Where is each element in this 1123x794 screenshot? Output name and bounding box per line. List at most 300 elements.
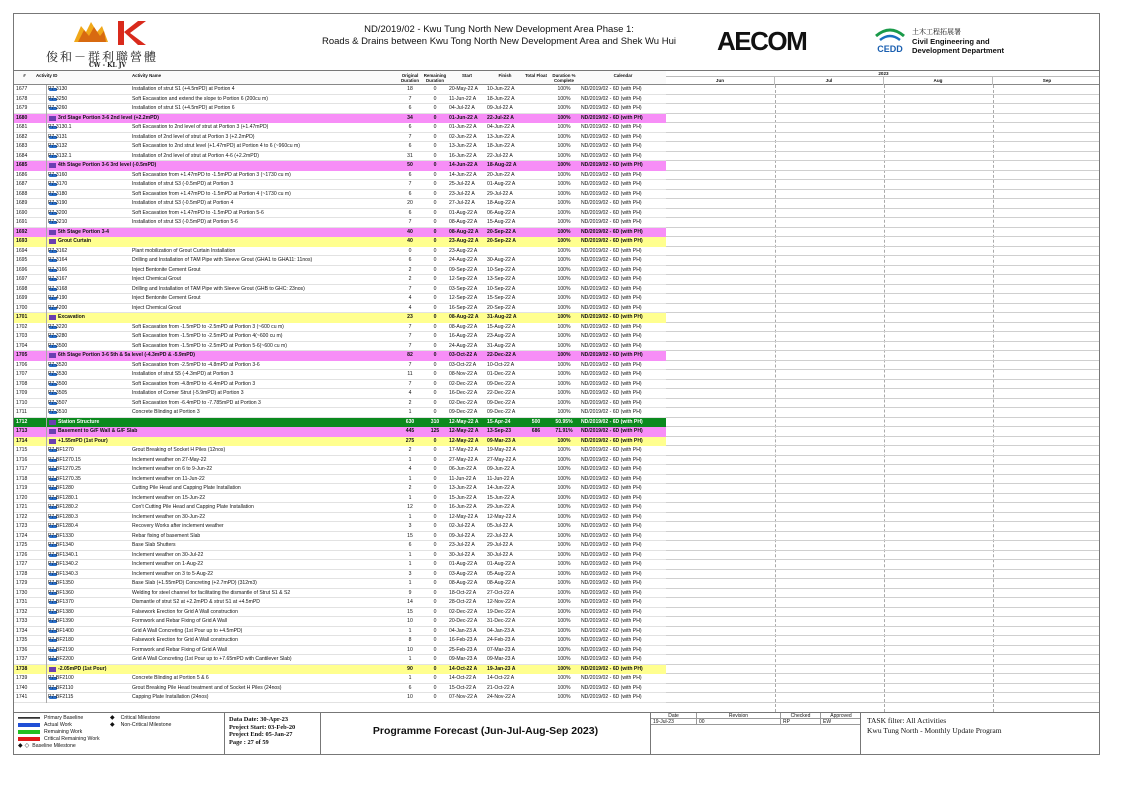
table-row[interactable] bbox=[14, 152, 666, 162]
table-row[interactable] bbox=[14, 560, 666, 570]
noncritical-milestone-icon: ◆ bbox=[110, 722, 115, 728]
cell-pc: 100% bbox=[557, 181, 571, 187]
col-num-header[interactable]: # bbox=[23, 73, 26, 78]
cell-st: 16-Dec-22 A bbox=[449, 390, 478, 396]
table-row[interactable] bbox=[14, 674, 666, 684]
cell-activity-id: P7-BF1340.1 bbox=[48, 551, 79, 558]
cell-rd: 0 bbox=[433, 323, 437, 330]
cell-activity-id: P7-3131 bbox=[48, 133, 68, 140]
cell-od: 4 bbox=[408, 304, 412, 311]
cell-activity-id: P7-BF1270.15 bbox=[48, 456, 81, 463]
col-percent-complete-header[interactable]: Duration % Complete bbox=[552, 73, 576, 83]
gantt-row bbox=[666, 351, 1100, 361]
cell-activity-name: Inject Chemical Grout bbox=[132, 304, 181, 311]
cell-activity-id: P7-BF1380 bbox=[48, 608, 74, 615]
cell-n: 1717 bbox=[16, 466, 28, 472]
cell-cal: ND/2019/02 - 6D (with PH) bbox=[581, 266, 642, 273]
cell-activity-id: P7-3505 bbox=[48, 390, 68, 396]
cell-cal: ND/2019/02 - 6D (with PH) bbox=[581, 228, 643, 235]
cell-n: 1678 bbox=[16, 95, 28, 102]
cell-wbs-name: Grout Curtain bbox=[58, 238, 92, 244]
table-row[interactable] bbox=[14, 570, 666, 580]
cell-od: 7 bbox=[408, 323, 412, 330]
wbs-summary-row[interactable] bbox=[14, 313, 666, 323]
cell-pc: 71.91% bbox=[555, 428, 573, 434]
cell-st: 23-Jul-22 A bbox=[449, 542, 475, 548]
table-row[interactable] bbox=[14, 494, 666, 504]
cell-activity-name: Recovery Works after inclement weather bbox=[132, 523, 224, 529]
cell-activity-id: P7-3220 bbox=[48, 323, 68, 330]
cell-pc: 100% bbox=[557, 447, 571, 453]
cell-activity-id: P7-BF1340.3 bbox=[48, 570, 79, 577]
cell-cal: ND/2019/02 - 6D (with PH) bbox=[581, 276, 642, 282]
cell-fi: 09-Mar-23 A bbox=[487, 656, 516, 662]
cell-activity-name: Base Slab (+1.55mPD) Concreting (+2.7mPD) (312m3) bbox=[132, 580, 257, 586]
wbs-summary-row[interactable] bbox=[14, 437, 666, 447]
cell-fi: 18-Aug-22 A bbox=[487, 162, 517, 168]
gantt-row bbox=[666, 456, 1100, 466]
cell-fi: 22-Jul-22 A bbox=[487, 152, 513, 159]
col-finish-header[interactable]: Finish bbox=[498, 73, 512, 78]
cell-od: 4 bbox=[408, 295, 412, 301]
cell-n: 1738 bbox=[16, 665, 28, 672]
cell-od: 2 bbox=[408, 276, 412, 282]
table-row[interactable] bbox=[14, 190, 666, 200]
cell-activity-name: Plant mobilization of Grout Curtain Installation bbox=[132, 247, 236, 254]
cell-activity-name: Installation of strut S1 (+4.5mPD) at Portion 4 bbox=[132, 86, 235, 92]
cell-rd: 0 bbox=[433, 162, 437, 168]
cell-activity-name: Con't Cutting Pile Head and Capping Plate Installation bbox=[132, 504, 254, 510]
table-row[interactable] bbox=[14, 684, 666, 694]
cell-rd: 0 bbox=[433, 608, 437, 615]
table-row[interactable] bbox=[14, 503, 666, 513]
cell-activity-name: Concrete Blinding at Portion 3 bbox=[132, 409, 200, 415]
cell-cal: ND/2019/02 - 6D (with PH) bbox=[581, 371, 642, 377]
rev-value-approved: EW bbox=[821, 719, 861, 725]
cell-n: 1709 bbox=[16, 390, 28, 396]
cell-n: 1710 bbox=[16, 399, 28, 406]
cell-rd: 0 bbox=[433, 485, 437, 491]
table-row[interactable] bbox=[14, 627, 666, 637]
cell-n: 1707 bbox=[16, 371, 28, 377]
cell-pc: 100% bbox=[557, 523, 571, 529]
cell-fi: 09-Dec-22 A bbox=[487, 399, 516, 406]
critical-remaining-swatch-icon bbox=[18, 737, 40, 741]
cell-wbs-name: 3rd Stage Portion 3-6 2nd level (+2.2mPD) bbox=[58, 114, 159, 121]
cell-pc: 100% bbox=[557, 475, 571, 482]
col-activity-id-header[interactable]: Activity ID bbox=[36, 73, 58, 78]
cell-fi: 05-Jul-22 A bbox=[487, 523, 513, 529]
cell-rd: 0 bbox=[433, 494, 437, 501]
cell-pc: 100% bbox=[557, 485, 571, 491]
table-row[interactable] bbox=[14, 95, 666, 105]
cell-activity-id: P7-3520 bbox=[48, 361, 68, 368]
cell-od: 1 bbox=[408, 456, 412, 463]
cell-activity-id: P7-3162 bbox=[48, 247, 68, 254]
cell-activity-name: Formwork and Rebar Fixing of Grid A Wall bbox=[132, 618, 227, 624]
cell-wbs-name: Basement to G/F Wall & G/F Slab bbox=[58, 428, 138, 434]
cell-fi: 22-Dec-22 A bbox=[487, 390, 516, 396]
gantt-row bbox=[666, 570, 1100, 580]
cell-rd: 0 bbox=[433, 371, 437, 377]
legend-actual-work: Actual Work bbox=[18, 722, 72, 729]
cell-n: 1720 bbox=[16, 494, 28, 501]
cell-pc: 100% bbox=[557, 209, 571, 216]
cell-n: 1684 bbox=[16, 152, 28, 159]
table-row[interactable] bbox=[14, 142, 666, 152]
cell-activity-name: Soft Excavation from +1.47mPD to -1.5mPD at Portion 5-6 bbox=[132, 209, 264, 216]
cell-st: 18-Oct-22 A bbox=[449, 589, 477, 596]
cell-rd: 0 bbox=[433, 219, 437, 225]
table-row[interactable] bbox=[14, 579, 666, 589]
table-row[interactable] bbox=[14, 655, 666, 665]
gantt-row bbox=[666, 665, 1100, 675]
wbs-summary-row[interactable] bbox=[14, 427, 666, 437]
cell-cal: ND/2019/02 - 6D (with PH) bbox=[581, 675, 642, 681]
gantt-row bbox=[666, 323, 1100, 333]
table-row[interactable] bbox=[14, 589, 666, 599]
cell-st: 20-Dec-22 A bbox=[449, 618, 478, 624]
table-row[interactable] bbox=[14, 617, 666, 627]
table-row[interactable] bbox=[14, 456, 666, 466]
table-row[interactable] bbox=[14, 380, 666, 390]
table-row[interactable] bbox=[14, 598, 666, 608]
cell-rd: 0 bbox=[433, 694, 437, 700]
table-row[interactable] bbox=[14, 133, 666, 143]
table-row[interactable] bbox=[14, 389, 666, 399]
table-row[interactable] bbox=[14, 332, 666, 342]
cell-fi: 09-Jun-22 A bbox=[487, 466, 515, 472]
cell-activity-name: Rebar fixing of basement Slab bbox=[132, 532, 201, 539]
gantt-row bbox=[666, 674, 1100, 684]
cell-pc: 100% bbox=[557, 152, 571, 159]
gantt-row bbox=[666, 465, 1100, 475]
cell-rd: 0 bbox=[433, 456, 437, 463]
cell-od: 7 bbox=[408, 380, 412, 387]
cell-fi: 09-Dec-22 A bbox=[487, 380, 516, 387]
legend-critical-remaining: Critical Remaining Work bbox=[18, 736, 100, 743]
cell-st: 25-Feb-23 A bbox=[449, 646, 478, 653]
table-row[interactable] bbox=[14, 484, 666, 494]
gantt-row bbox=[666, 180, 1100, 190]
gantt-row bbox=[666, 247, 1100, 257]
cell-fi: 18-Jun-22 A bbox=[487, 143, 515, 149]
table-row[interactable] bbox=[14, 199, 666, 209]
cell-od: 7 bbox=[408, 181, 412, 187]
cell-rd: 125 bbox=[430, 428, 440, 434]
cell-activity-name: Inclement weather on 3 to 5-Aug-22 bbox=[132, 570, 213, 577]
cell-cal: ND/2019/02 - 6D (with PH) bbox=[581, 561, 642, 567]
table-row[interactable] bbox=[14, 522, 666, 532]
cell-st: 15-Oct-22 A bbox=[449, 684, 477, 691]
cell-od: 6 bbox=[408, 190, 412, 197]
table-row[interactable] bbox=[14, 541, 666, 551]
cell-n: 1726 bbox=[16, 551, 28, 558]
cell-fi: 09-Mar-23 A bbox=[487, 437, 516, 444]
cedd-emblem-icon bbox=[872, 22, 908, 62]
cell-wbs-name: -2.05mPD (1st Pour) bbox=[58, 665, 107, 672]
cell-cal: ND/2019/02 - 6D (with PH) bbox=[581, 152, 642, 159]
rev-header-date: Date bbox=[651, 713, 697, 719]
cell-n: 1705 bbox=[16, 352, 28, 358]
cell-cal: ND/2019/02 - 6D (with PH) bbox=[581, 523, 642, 529]
cell-cal: ND/2019/02 - 6D (with PH) bbox=[581, 95, 642, 102]
cell-fi: 20-Sep-22 A bbox=[487, 304, 516, 311]
cell-st: 30-Jul-22 A bbox=[449, 551, 475, 558]
revision-table bbox=[650, 713, 860, 755]
wbs-summary-row[interactable] bbox=[14, 665, 666, 675]
task-filter: TASK filter: All Activities bbox=[867, 716, 947, 725]
cell-cal: ND/2019/02 - 6D (with PH) bbox=[581, 333, 642, 339]
cell-rd: 0 bbox=[433, 513, 437, 520]
cell-activity-id: P7-3130 bbox=[48, 86, 68, 92]
cell-od: 15 bbox=[407, 608, 413, 615]
cell-n: 1683 bbox=[16, 143, 28, 149]
cell-st: 12-Sep-22 A bbox=[449, 295, 478, 301]
cell-activity-name: Drilling and Installation of TAM Pipe with Sleeve Grout (GHB to GHC: 23nos) bbox=[132, 285, 305, 292]
cell-activity-name: Soft Excavation and extend the slope to Portion 6 (200cu m) bbox=[132, 95, 268, 102]
table-row[interactable] bbox=[14, 370, 666, 380]
cell-activity-name: Falsework Erection for Grid A Wall construction bbox=[132, 608, 238, 615]
task-filter-box bbox=[860, 713, 1100, 755]
table-row[interactable] bbox=[14, 513, 666, 523]
wbs-summary-row[interactable] bbox=[14, 351, 666, 361]
table-row[interactable] bbox=[14, 323, 666, 333]
wbs-summary-row[interactable] bbox=[14, 237, 666, 247]
cell-st: 08-Aug-22 A bbox=[449, 314, 479, 320]
table-row[interactable] bbox=[14, 446, 666, 456]
cell-cal: ND/2019/02 - 6D (with PH) bbox=[581, 323, 642, 330]
cell-fi: 22-Jul-22 A bbox=[487, 114, 514, 121]
table-row[interactable] bbox=[14, 285, 666, 295]
cell-cal: ND/2019/02 - 6D (with PH) bbox=[581, 247, 642, 254]
cell-st: 03-Oct-22 A bbox=[449, 352, 478, 358]
cell-cal: ND/2019/02 - 6D (with PH) bbox=[581, 437, 643, 444]
cell-cal: ND/2019/02 - 6D (with PH) bbox=[581, 314, 643, 320]
cell-pc: 100% bbox=[557, 285, 571, 292]
table-row[interactable] bbox=[14, 104, 666, 114]
timescale-month-jun: Jun bbox=[666, 77, 775, 85]
cell-pc: 100% bbox=[557, 105, 571, 111]
cell-fi: 07-Mar-23 A bbox=[487, 646, 516, 653]
cell-pc: 100% bbox=[557, 238, 571, 244]
table-row[interactable] bbox=[14, 171, 666, 181]
table-row[interactable] bbox=[14, 646, 666, 656]
cell-cal: ND/2019/02 - 6D (with PH) bbox=[581, 466, 642, 472]
table-row[interactable] bbox=[14, 342, 666, 352]
table-row[interactable] bbox=[14, 304, 666, 314]
gantt-row bbox=[666, 551, 1100, 561]
cell-fi: 21-Oct-22 A bbox=[487, 684, 515, 691]
gantt-row bbox=[666, 342, 1100, 352]
wbs-summary-row[interactable] bbox=[14, 418, 666, 428]
cell-pc: 100% bbox=[557, 494, 571, 501]
cell-rd: 0 bbox=[433, 228, 437, 235]
table-row[interactable] bbox=[14, 180, 666, 190]
cell-pc: 100% bbox=[557, 219, 571, 225]
rev-value-date: 19-Jul-23 bbox=[651, 719, 697, 725]
cell-od: 8 bbox=[408, 637, 412, 643]
table-row[interactable] bbox=[14, 247, 666, 257]
cell-st: 03-Sep-22 A bbox=[449, 285, 478, 292]
cell-pc: 100% bbox=[557, 266, 571, 273]
cell-rd: 0 bbox=[433, 551, 437, 558]
cell-rd: 0 bbox=[433, 447, 437, 453]
cell-rd: 0 bbox=[433, 95, 437, 102]
cell-rd: 0 bbox=[433, 342, 437, 349]
cell-rd: 0 bbox=[433, 247, 437, 254]
cell-cal: ND/2019/02 - 6D (with PH) bbox=[581, 304, 642, 311]
cell-fi: 31-Aug-22 A bbox=[487, 314, 517, 320]
cell-activity-name: Installation of 2nd level of strut at Portion 3 (+2.2mPD) bbox=[132, 133, 255, 140]
cell-rd: 0 bbox=[433, 618, 437, 624]
col-activity-name-header[interactable]: Activity Name bbox=[132, 73, 162, 78]
cell-n: 1731 bbox=[16, 599, 28, 605]
gantt-row bbox=[666, 104, 1100, 114]
gantt-row bbox=[666, 95, 1100, 105]
cell-activity-name: Inclement weather on 15-Jun-22 bbox=[132, 494, 206, 501]
cell-cal: ND/2019/02 - 6D (with PH) bbox=[581, 684, 642, 691]
cell-pc: 100% bbox=[557, 304, 571, 311]
wbs-summary-row[interactable] bbox=[14, 161, 666, 171]
cell-od: 6 bbox=[408, 171, 412, 178]
gantt-row bbox=[666, 161, 1100, 171]
critical-milestone-icon: ◆ bbox=[110, 715, 115, 721]
data-date: Data Date: 30-Apr-23 bbox=[229, 716, 289, 723]
cell-od: 15 bbox=[407, 532, 413, 539]
table-row[interactable] bbox=[14, 408, 666, 418]
wbs-summary-row[interactable] bbox=[14, 114, 666, 124]
cell-activity-id: P7-BF1270 bbox=[48, 447, 74, 453]
col-calendar-header[interactable]: Calendar bbox=[613, 73, 633, 78]
cell-od: 31 bbox=[407, 152, 413, 159]
cell-n: 1699 bbox=[16, 295, 28, 301]
table-row[interactable] bbox=[14, 532, 666, 542]
cell-fi: 27-Oct-22 A bbox=[487, 589, 515, 596]
table-row[interactable] bbox=[14, 465, 666, 475]
cell-n: 1686 bbox=[16, 171, 28, 178]
cell-activity-name: Inject Bentonite Cement Grout bbox=[132, 266, 201, 273]
cell-activity-name: Grid A Wall Concreting (1st Pour up to +4.5mPD) bbox=[132, 627, 243, 634]
gantt-row bbox=[666, 513, 1100, 523]
gantt-row bbox=[666, 608, 1100, 618]
cell-pc: 100% bbox=[557, 380, 571, 387]
cell-pc: 100% bbox=[557, 608, 571, 615]
cell-rd: 0 bbox=[433, 570, 437, 577]
table-row[interactable] bbox=[14, 636, 666, 646]
table-row[interactable] bbox=[14, 399, 666, 409]
page-header bbox=[14, 14, 1100, 71]
cell-rd: 0 bbox=[433, 285, 437, 292]
cell-activity-id: P7-3132 bbox=[48, 143, 68, 149]
gantt-row bbox=[666, 171, 1100, 181]
wbs-summary-row[interactable] bbox=[14, 228, 666, 238]
cell-st: 16-Sep-22 A bbox=[449, 304, 478, 311]
table-row[interactable] bbox=[14, 294, 666, 304]
project-start: Project Start: 03-Feb-20 bbox=[229, 723, 296, 731]
cell-activity-id: P7-4190 bbox=[48, 295, 68, 301]
table-row[interactable] bbox=[14, 266, 666, 276]
cell-pc: 100% bbox=[557, 171, 571, 178]
cell-pc: 100% bbox=[557, 352, 571, 358]
cell-od: 7 bbox=[408, 333, 412, 339]
cell-activity-id: P7-3166 bbox=[48, 266, 68, 273]
cell-n: 1739 bbox=[16, 675, 28, 681]
gantt-row bbox=[666, 693, 1100, 703]
cell-fi: 05-Aug-22 A bbox=[487, 570, 516, 577]
cell-rd: 0 bbox=[433, 257, 437, 263]
gantt-row bbox=[666, 361, 1100, 371]
cell-n: 1723 bbox=[16, 523, 28, 529]
legend-primary-baseline: Primary Baseline bbox=[18, 715, 83, 722]
table-row[interactable] bbox=[14, 475, 666, 485]
cell-rd: 0 bbox=[433, 152, 437, 159]
table-row[interactable] bbox=[14, 85, 666, 95]
legend-remaining-work: Remaining Work bbox=[18, 729, 82, 736]
table-row[interactable] bbox=[14, 218, 666, 228]
logo-chinese-name: 俊和－群利聯營體 bbox=[46, 50, 159, 64]
gantt-row bbox=[666, 190, 1100, 200]
gantt-row bbox=[666, 627, 1100, 637]
cell-activity-id: P7-BF1390 bbox=[48, 618, 74, 624]
project-end: Project End: 05-Jan-27 bbox=[229, 731, 293, 739]
cell-tf: 686 bbox=[531, 428, 541, 434]
table-row[interactable] bbox=[14, 123, 666, 133]
cell-st: 23-Aug-22 A bbox=[449, 238, 479, 244]
table-row[interactable] bbox=[14, 256, 666, 266]
table-header bbox=[14, 71, 666, 85]
table-row[interactable] bbox=[14, 693, 666, 703]
gantt-row bbox=[666, 389, 1100, 399]
cell-activity-id: P7-BF1340 bbox=[48, 542, 74, 548]
cell-n: 1725 bbox=[16, 542, 28, 548]
cell-activity-name: Inclement weather on 11-Jun-22 bbox=[132, 475, 205, 482]
cell-fi: 10-Sep-22 A bbox=[487, 266, 516, 273]
table-row[interactable] bbox=[14, 209, 666, 219]
col-start-header[interactable]: Start bbox=[461, 73, 472, 78]
col-total-float-header[interactable]: Total Float bbox=[525, 73, 547, 78]
cell-activity-name: Inject Bentonite Cement Grout bbox=[132, 295, 201, 301]
cell-st: 13-Jun-22 A bbox=[449, 143, 477, 149]
table-row[interactable] bbox=[14, 275, 666, 285]
cell-activity-name: Formwork and Rebar Fixing of Grid A Wall bbox=[132, 646, 227, 653]
cell-n: 1719 bbox=[16, 485, 28, 491]
cell-od: 2 bbox=[408, 266, 412, 273]
cell-n: 1691 bbox=[16, 219, 28, 225]
cell-rd: 0 bbox=[433, 190, 437, 197]
col-original-duration-header[interactable]: Original Duration bbox=[400, 73, 420, 83]
cell-activity-id: P7-BF2190 bbox=[48, 646, 74, 653]
cell-activity-name: Soft Excavation from -1.5mPD to -2.5mPD at Portion 4(~600 cu m) bbox=[132, 333, 283, 339]
table-row[interactable] bbox=[14, 551, 666, 561]
cell-activity-name: Soft Excavation from +1.47mPD to -1.5mPD at Portion 3 (~1730 cu m) bbox=[132, 171, 291, 178]
cell-activity-id: P7-3132.1 bbox=[48, 152, 72, 159]
cell-rd: 0 bbox=[433, 200, 437, 206]
gantt-row bbox=[666, 655, 1100, 665]
cell-fi: 14-Jun-22 A bbox=[487, 485, 515, 491]
cell-activity-id: P7-3180 bbox=[48, 190, 68, 197]
col-remaining-duration-header[interactable]: Remaining Duration bbox=[423, 73, 447, 83]
cell-cal: ND/2019/02 - 6D (with PH) bbox=[581, 627, 642, 634]
table-row[interactable] bbox=[14, 608, 666, 618]
cell-fi: 04-Jan-23 A bbox=[487, 627, 515, 634]
gantt-row bbox=[666, 114, 1100, 124]
cell-pc: 100% bbox=[557, 694, 571, 700]
table-row[interactable] bbox=[14, 361, 666, 371]
cell-pc: 100% bbox=[557, 114, 571, 121]
cell-rd: 0 bbox=[433, 333, 437, 339]
gantt-row bbox=[666, 199, 1100, 209]
